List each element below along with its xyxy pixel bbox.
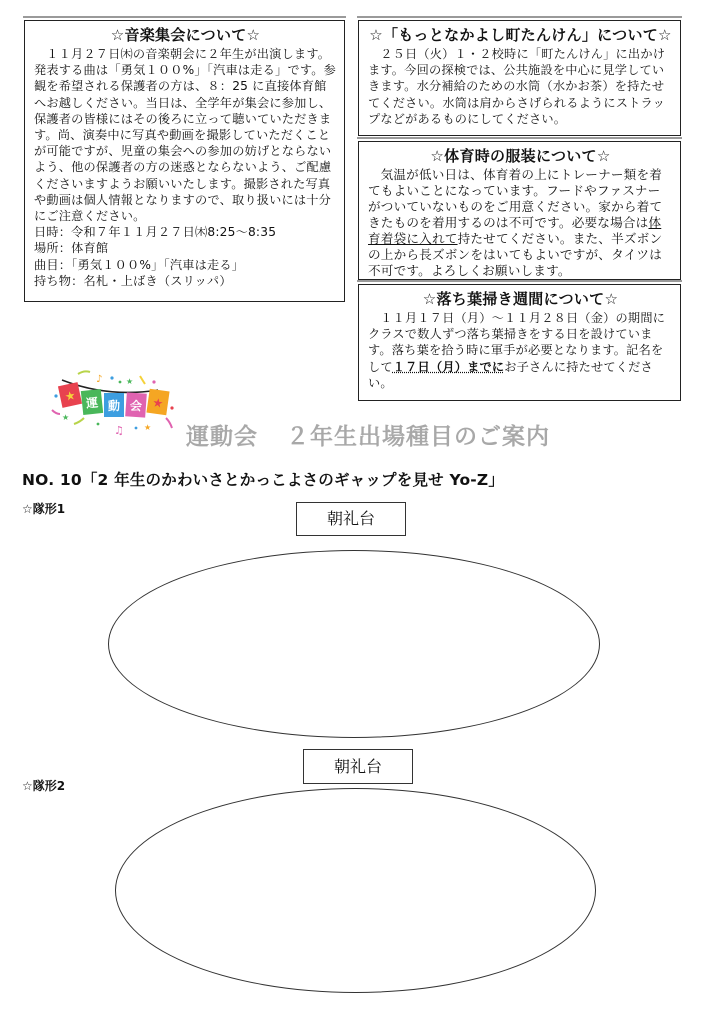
svg-text:運: 運: [85, 395, 99, 411]
star-icon: ☆: [110, 26, 125, 44]
star-icon: ☆: [422, 290, 437, 308]
svg-text:★: ★: [126, 377, 134, 386]
bunting-flags-icon: [48, 368, 178, 440]
sports-day-headline: 運動会 ２年生出場種目のご案内: [186, 424, 550, 450]
notice-paragraph: １１月２７日㈭の音楽朝会に２年生が出演します。発表する曲は「勇気１００%」「汽車は走る」です。参観を希望される保護者の方は、８：25 に直接体育館へお越しください。当日は、全学年が集会に参加し、保護者の皆様にはその後ろに立って聴いていただきます。尚、演奏中に写真や動画を撮影していただくことが可能ですが、児童の集会への参加の妨げとならないよう、他の保護者の方の迷惑とならないよう、ご配慮くださいますようお願いいたします。撮影された写真や動画は個人情報となりますので、取り扱いには十分にご注意ください。: [34, 47, 337, 224]
podium-label-2: 朝礼台: [303, 749, 413, 784]
formation-1-field-ellipse: [108, 550, 600, 738]
notice-town-exploration: [358, 20, 681, 136]
formation-2-field-ellipse: [115, 788, 596, 993]
notice-leaf-sweeping: [358, 284, 681, 401]
detail-songs: 曲目：「勇気１００%」「汽車は走る」: [34, 257, 245, 272]
detail-place: 場所：体育館: [34, 241, 109, 256]
star-icon: ☆: [596, 147, 611, 165]
formation-2-label: ☆隊形2: [22, 779, 66, 793]
svg-text:★: ★: [151, 395, 165, 411]
deadline-emphasis: １７日（月）までに: [392, 359, 505, 374]
notice-title: ☆落ち葉掃き週間について☆: [422, 290, 619, 308]
star-icon: ☆: [430, 147, 445, 165]
star-icon: ☆: [22, 502, 33, 516]
notice-paragraph: １１月１７日（月）～１１月２８日（金）の期間にクラスで数人ずつ落ち葉掃きをする日を設けています。落ち葉を拾う時に軍手が必要となります。記名をして１７日（月）までにお子さんに持たせてください。: [368, 311, 666, 390]
star-icon: ☆: [246, 26, 261, 44]
event-title: NO. 10「2 年生のかわいさとかっこよさのギャップを見せ Yo-Z」: [22, 471, 505, 489]
notice-pe-clothing: [358, 141, 681, 280]
notice-title: ☆体育時の服装について☆: [430, 147, 611, 165]
svg-text:★: ★: [144, 423, 152, 432]
detail-belongings: 持ち物：名札・上ばき（スリッパ）: [34, 273, 232, 288]
sports-day-logo: [48, 368, 178, 440]
notice-title: ☆「もっとなかよし町たんけん」について☆: [369, 26, 672, 44]
svg-text:会: 会: [129, 398, 143, 414]
svg-text:♫: ♫: [114, 424, 124, 437]
underlined-text: 体育着袋に入れて: [368, 215, 662, 246]
notice-music-assembly: [24, 20, 345, 302]
svg-text:動: 動: [107, 399, 121, 413]
notice-paragraph: ２５日（火）１・２校時に「町たんけん」に出かけます。今回の探検では、公共施設を中心に見学していきます。水分補給のための水筒（水かお茶）を持たせてください。水筒は肩からさげられるようにストラップなどがあるものにしてください。: [368, 47, 666, 126]
detail-datetime: 日時：令和７年１１月２７日㈭8:25～8:35: [34, 225, 277, 240]
svg-text:♪: ♪: [96, 374, 103, 385]
star-icon: ☆: [369, 26, 383, 44]
notice-title: ☆音楽集会について☆: [110, 26, 261, 44]
star-icon: ☆: [22, 779, 33, 793]
podium-label-1: 朝礼台: [296, 502, 406, 536]
star-icon: ☆: [658, 26, 672, 44]
svg-text:★: ★: [62, 413, 70, 422]
star-icon: ☆: [604, 290, 619, 308]
svg-text:★: ★: [63, 388, 77, 404]
formation-1-label: ☆隊形1: [22, 502, 66, 516]
notice-paragraph: 気温が低い日は、体育着の上にトレーナー類を着てもよいことになっています。フードやファスナーがついていないものをご用意ください。家から着てきたものを着用するのは不可です。必要な場合は体育着袋に入れて持たせてください。また、半ズボンの上から長ズボンをはいてもよいですが、タイツは不可です。よろしくお願いします。: [368, 167, 663, 278]
